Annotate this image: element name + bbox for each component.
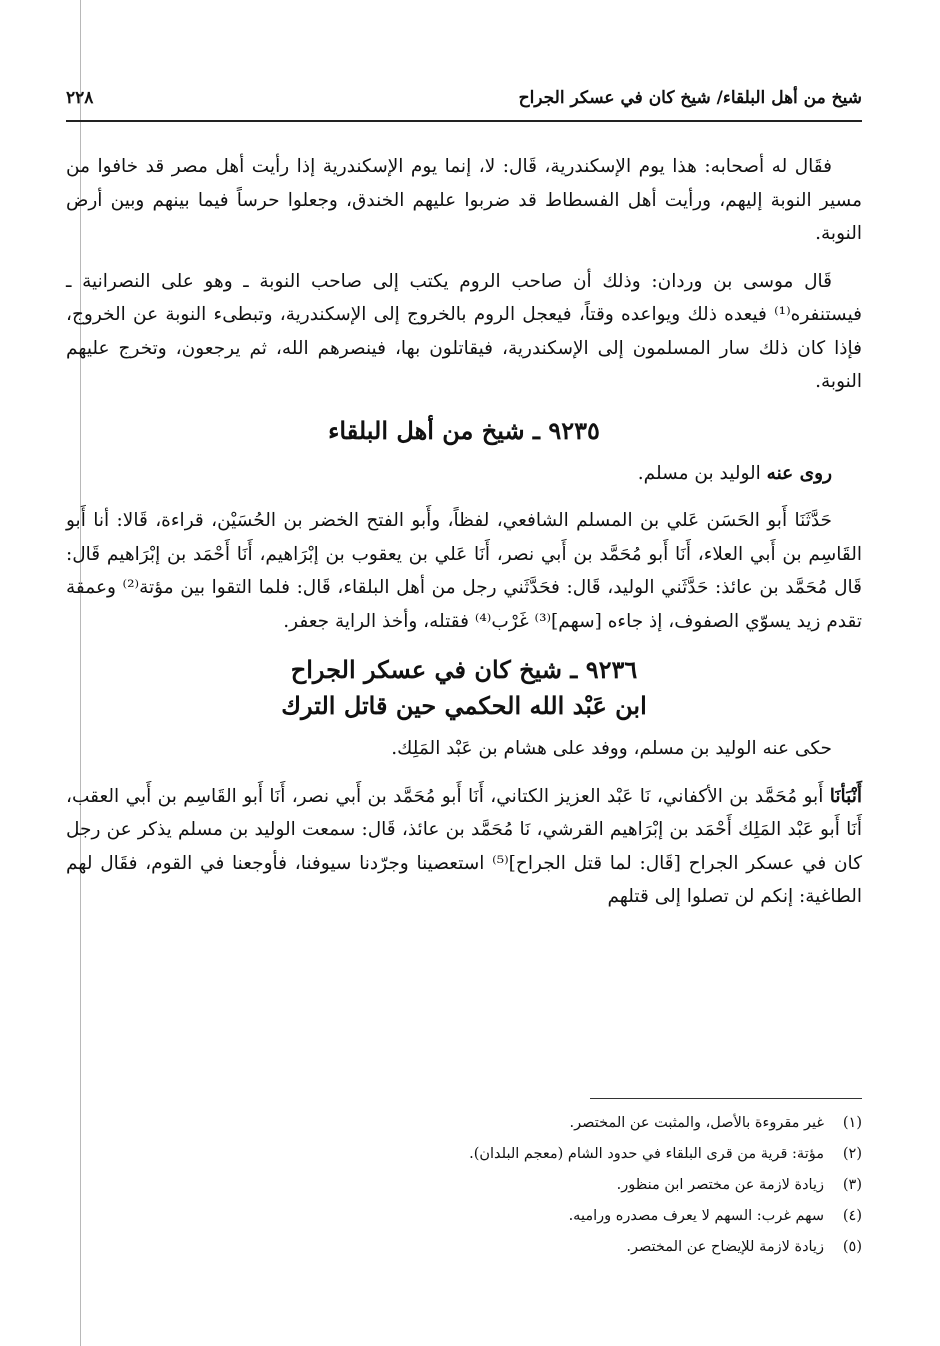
footnote-text: سهم غرب: السهم لا يعرف مصدره ورامیه. <box>568 1208 824 1224</box>
footnote-number: (٤) <box>842 1208 862 1224</box>
footnotes <box>260 1108 862 1263</box>
footnote-text: زيادة لازمة عن مختصر ابن منظور. <box>616 1177 824 1193</box>
running-header <box>66 78 862 118</box>
paragraph <box>66 457 862 491</box>
footnote-number: (٣) <box>842 1177 862 1193</box>
footnote-text: مؤتة: قرية من قرى البلقاء في حدود الشام (معجم البلدان). <box>469 1146 824 1162</box>
footnote-number: (٥) <box>842 1239 862 1255</box>
paragraph: قَال موسى بن وردان: وذلك أن صاحب الروم يكتب إلى صاحب النوبة ـ وهو على النصرانية ـ فيستنفره⁽¹⁾ فيعده ذلك ويواعده وقتاً، فيعجل الروم بالخروج إلى الإسكندرية، وتبطىء النوبة عن الخروج، فإذا كان ذلك سار المسلمون إلى الإسكندرية، فيقاتلون بها، فينصرهم الله، ثم يرجعون، وتخرج عليهم النوبة. <box>66 270 862 392</box>
lead-word: أَنْبَأنَا <box>829 785 862 807</box>
footnote-rule <box>590 1098 862 1099</box>
header-rule <box>66 120 862 122</box>
main-text <box>66 150 862 928</box>
page-number: ٢٢٨ <box>66 88 94 108</box>
paragraph-text: أَبو مُحَمَّد بن الأكفاني، نَا عَبْد العزيز الكتاني، أَنَا أَبو مُحَمَّد بن أَبي نصر، أَنَا أَبو القَاسِم بن أَبي العقب، أَنَا أَبو عَبْد المَلِك أَحْمَد بن إبْرَاهيم القرشي، نَا مُحَمَّد بن عائذ، قَال: سمعت الوليد بن مسلم يذكر عن رجل كان في عسكر الجراح [قَال: لما قتل الجراح]⁽⁵⁾ استعصينا وجرّدنا سيوفنا، فأوجعنا في القوم، فقَال لهم الطاغية: إنكم لن تصلوا إلى قتلهم <box>66 785 862 907</box>
footnote <box>260 1170 862 1201</box>
footnote-number: (٢) <box>842 1146 862 1162</box>
paragraph-text: الوليد بن مسلم. <box>637 462 767 484</box>
entry-heading: ٩٢٣٥ ـ شيخ من أهل البلقاء <box>328 415 600 445</box>
footnote <box>260 1139 862 1170</box>
entry-heading-subline: ابن عَبْد الله الحكمي حين قاتل الترك <box>281 691 647 720</box>
footnote <box>260 1108 862 1139</box>
footnote-text: زيادة لازمة للإيضاح عن المختصر. <box>626 1239 824 1255</box>
footnote <box>260 1201 862 1232</box>
paragraph: فقَال له أصحابه: هذا يوم الإسكندرية، قَال: لا، إنما يوم الإسكندرية إذا رأيت أهل مصر قد خافوا من مسير النوبة إليهم، ورأيت أهل الفسطاط قد ضربوا عليهم الخندق، وجعلوا حرساً فيما بينهم وبين أرض النوبة. <box>66 156 862 244</box>
paragraph: حكى عنه الوليد بن مسلم، ووفد على هشام بن عَبْد المَلِك. <box>391 738 832 759</box>
footnote <box>260 1232 862 1263</box>
footnote-text: غير مقروءة بالأصل، والمثبت عن المختصر. <box>569 1115 824 1131</box>
paragraph: حَدَّثَنَا أَبو الحَسَن عَلي بن المسلم الشافعي، لفظاً، وأَبو الفتح الخضر بن الحُسَيْن، قراءة، قَالا: أنا أَبو القَاسِم بن أَبي العلاء، أَنَا أَبو مُحَمَّد بن أَبي نصر، أَنَا عَلي بن يعقوب بن إبْرَاهيم، أَنَا أَحْمَد بن إبْرَاهيم قَال: قَال مُحَمَّد بن عائذ: حَدَّثَني الوليد، قَال: فحَدَّثَني رجل من أهل البلقاء، قَال: فلما التقوا بين مؤتة⁽²⁾ وعمقة تقدم زيد يسوّي الصفوف، إذ جاءه [سهم]⁽³⁾ غَرْب⁽⁴⁾ فقتله، وأخذ الراية جعفر. <box>66 510 862 632</box>
lead-word: روى عنه <box>766 462 832 484</box>
footnote-number: (١) <box>842 1115 862 1131</box>
paragraph <box>66 780 862 914</box>
entry-heading: ٩٢٣٦ ـ شيخ كان في عسكر الجراح <box>290 655 638 684</box>
running-title: شيخ من أهل البلقاء/ شيخ كان في عسكر الجراح <box>518 88 862 108</box>
